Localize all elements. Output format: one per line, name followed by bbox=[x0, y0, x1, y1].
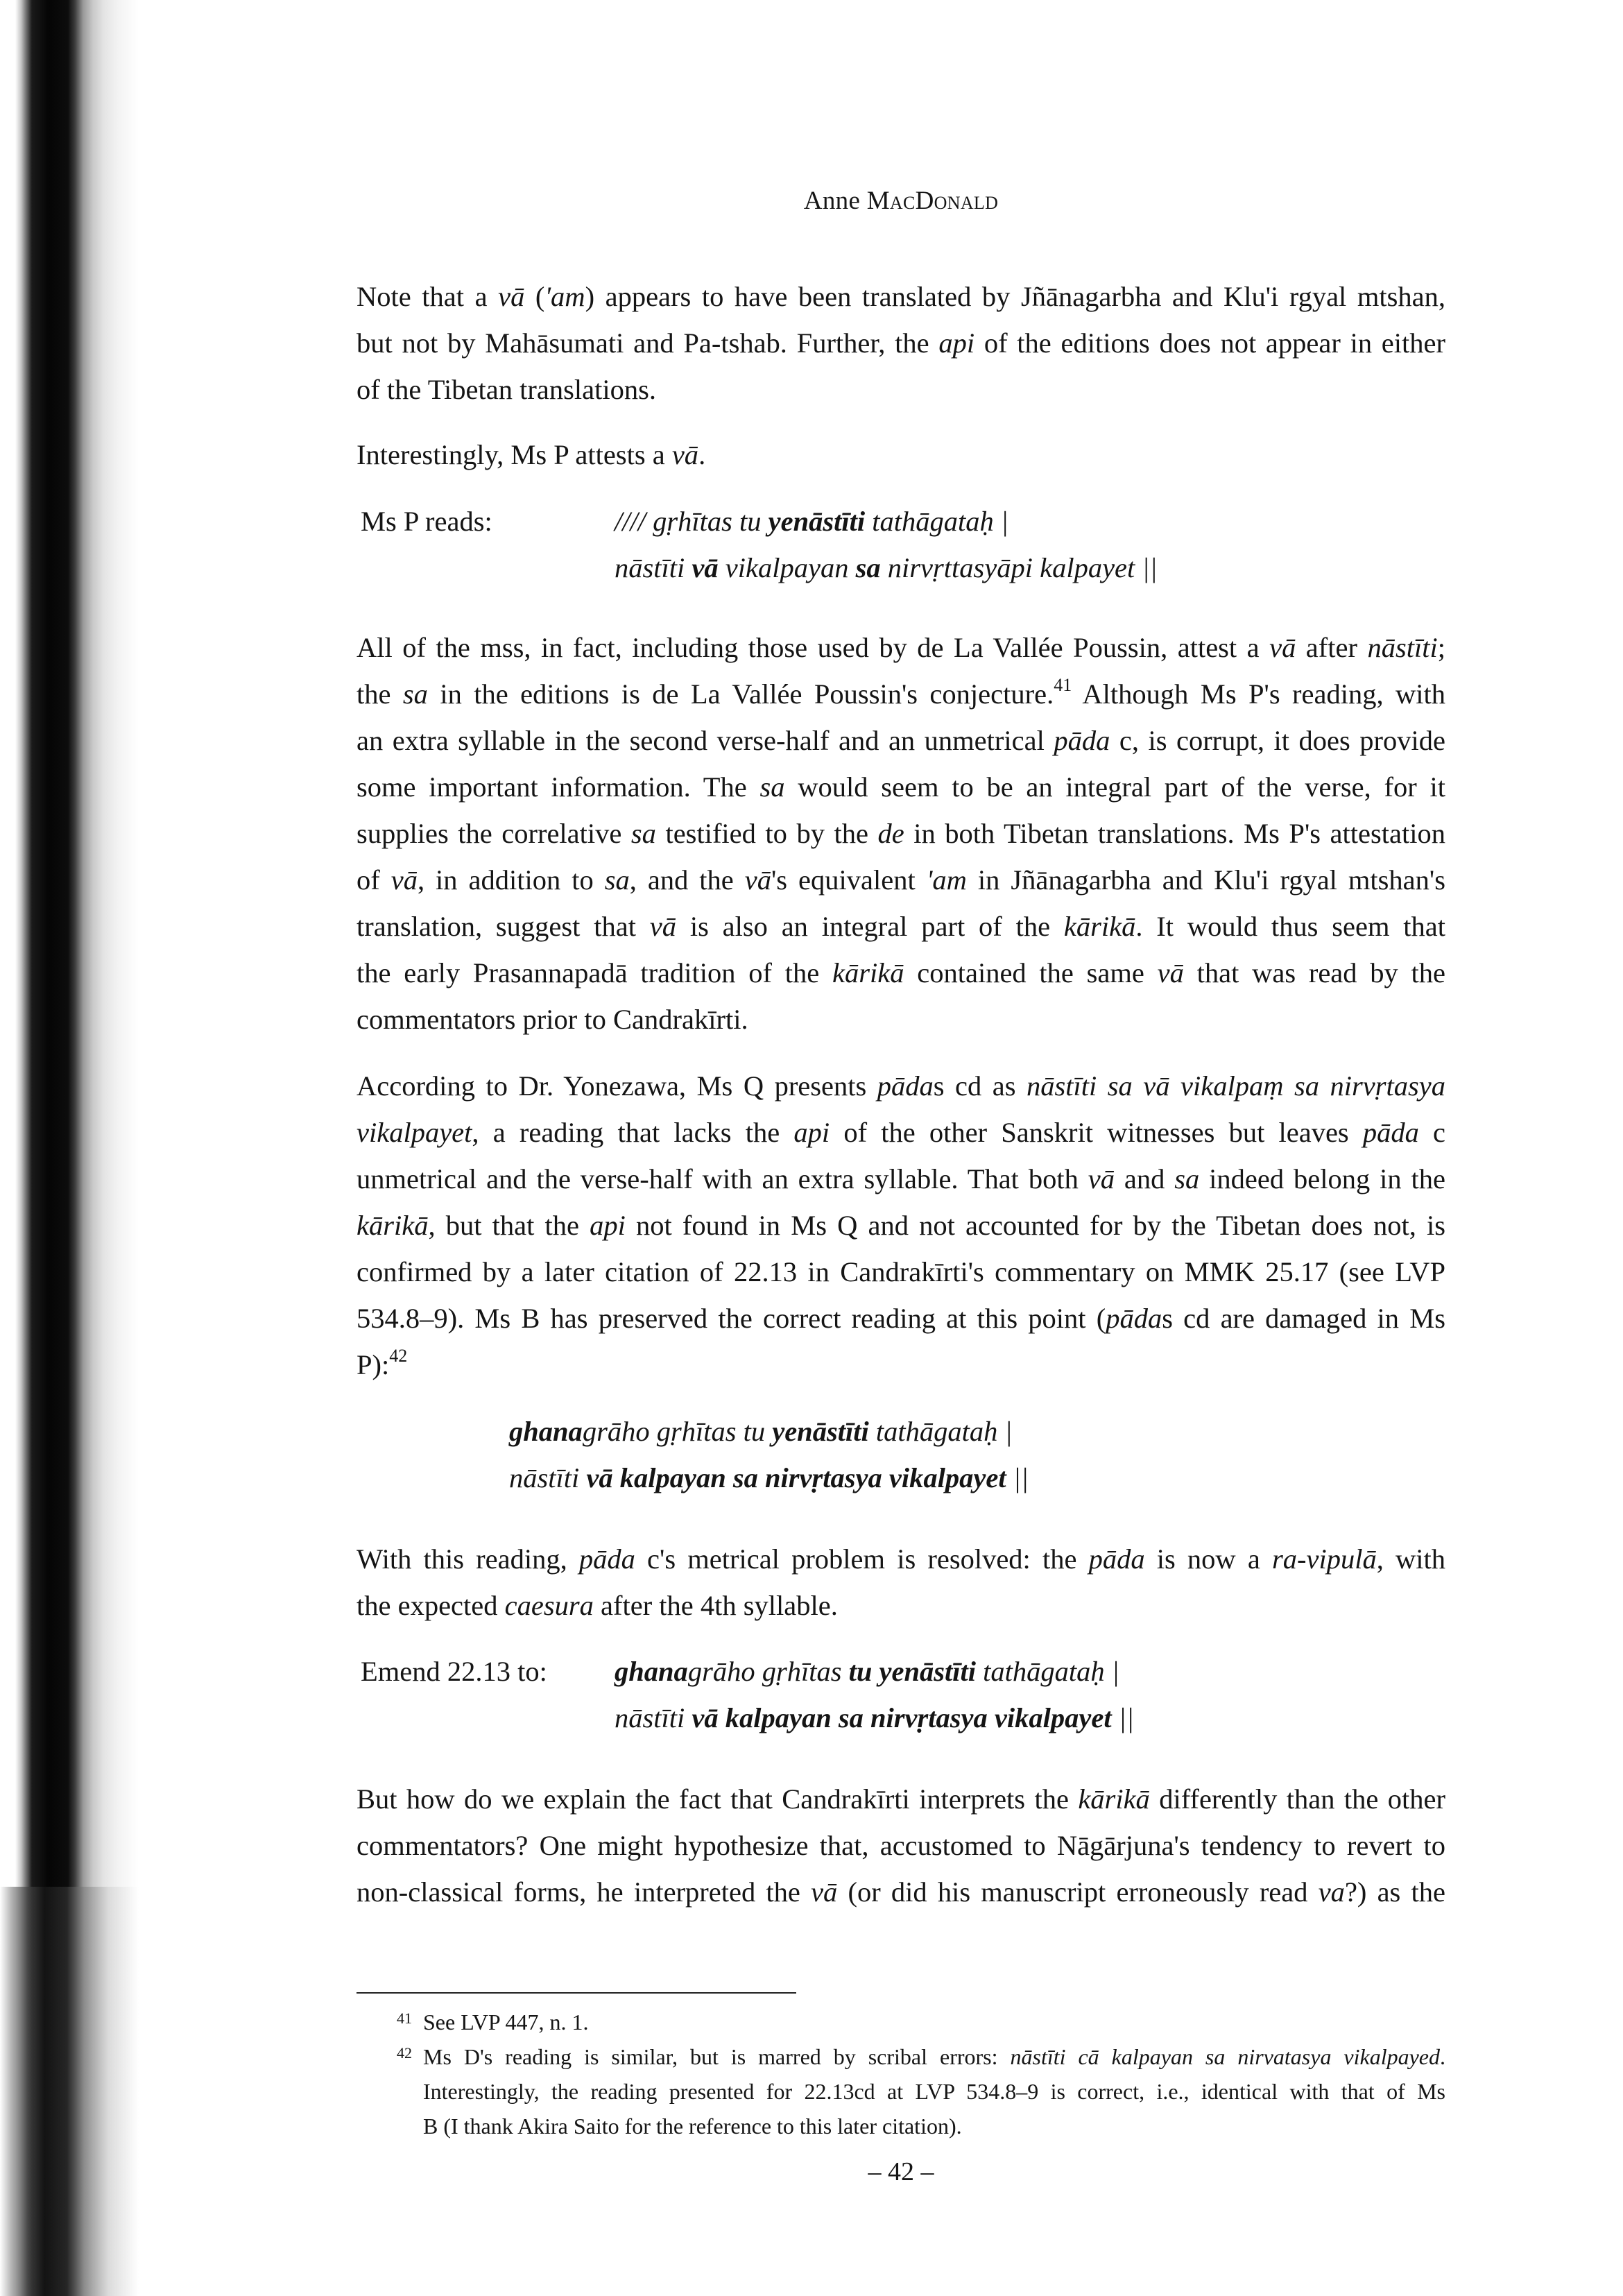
paragraph-4-line: According to Dr. Yonezawa, Ms Q presents pādas cd as nāstīti sa vā vikalpaṃ sa nirvṛtasya bbox=[357, 1070, 1445, 1102]
verse-emend-line-2: nāstīti vā kalpayan sa nirvṛtasya vikalpayet || bbox=[615, 1702, 1134, 1733]
running-header bbox=[357, 178, 1445, 224]
paragraph-1 bbox=[357, 273, 1445, 413]
paragraph-6-line: non-classical forms, he interpreted the vā (or did his manuscript erroneously read va?) as the bbox=[357, 1876, 1445, 1908]
verse-ms-p bbox=[357, 498, 1445, 595]
verse-ms-p-line-2: nāstīti vā vikalpayan sa nirvṛttasyāpi kalpayet || bbox=[615, 552, 1158, 583]
footnote-rule bbox=[357, 1992, 796, 1994]
footnote-line: Ms D's reading is similar, but is marred by scribal errors: nāstīti cā kalpayan sa nirvatasya vikalpayed. bbox=[423, 2044, 1446, 2069]
paragraph-3-line: commentators prior to Candrakīrti. bbox=[357, 1004, 748, 1035]
paragraph-6-line: But how do we explain the fact that Candrakīrti interprets the kārikā differently than the other bbox=[357, 1783, 1445, 1815]
footnote-line: Interestingly, the reading presented for 22.13cd at LVP 534.8–9 is correct, i.e., identical with that of Ms bbox=[423, 2079, 1445, 2104]
paragraph-3-line: the early Prasannapadā tradition of the kārikā contained the same vā that was read by the bbox=[357, 957, 1445, 988]
paragraph-5-line: the expected caesura after the 4th syllable. bbox=[357, 1590, 838, 1621]
verse-ms-p-text bbox=[615, 498, 1158, 591]
paragraph-3-line: the sa in the editions is de La Vallée Poussin's conjecture.$^{41}$ Although Ms P's reading, with bbox=[357, 675, 1445, 710]
verse-emend-label: Emend 22.13 to: bbox=[361, 1656, 547, 1687]
footnote-line: See LVP 447, n. 1. bbox=[423, 2010, 589, 2034]
verse-ms-p-line-1: //// gṛhītas tu yenāstīti tathāgataḥ | bbox=[615, 506, 1009, 537]
verse-ms-b-text bbox=[509, 1408, 1029, 1501]
paragraph-3-line: some important information. The sa would seem to be an integral part of the verse, for it bbox=[357, 771, 1445, 803]
paragraph-3-line: of vā, in addition to sa, and the vā's equivalent 'am in Jñānagarbha and Klu'i rgyal mtshan's bbox=[357, 864, 1445, 896]
paragraph-4-line: confirmed by a later citation of 22.13 in Candrakīrti's commentary on MMK 25.17 (see LVP bbox=[357, 1256, 1445, 1287]
header-author-first: Anne bbox=[803, 187, 861, 215]
paragraph-2 bbox=[357, 431, 1445, 478]
paragraph-3-line: supplies the correlative sa testified to by the de in both Tibetan translations. Ms P's attestation bbox=[357, 818, 1445, 849]
header-author-last: MacDonald bbox=[866, 187, 999, 215]
paragraph-6 bbox=[357, 1776, 1445, 1915]
verse-ms-b-line-1: ghanagrāho gṛhītas tu yenāstīti tathāgataḥ | bbox=[509, 1416, 1013, 1447]
paragraph-3 bbox=[357, 624, 1445, 1043]
paragraph-3-line: All of the mss, in fact, including those used by de La Vallée Poussin, attest a vā after nāstīti; bbox=[357, 632, 1445, 663]
paragraph-2-line: Interestingly, Ms P attests a vā. bbox=[357, 439, 706, 470]
paragraph-3-line: an extra syllable in the second verse-half and an unmetrical pāda c, is corrupt, it does provide bbox=[357, 725, 1446, 756]
footnote-body bbox=[423, 2005, 1445, 2039]
footnote-body bbox=[423, 2039, 1445, 2143]
paragraph-1-line: of the Tibetan translations. bbox=[357, 374, 656, 405]
footnote-line: B (I thank Akira Saito for the reference to this later citation). bbox=[423, 2114, 962, 2139]
scan-binding-shadow-lower bbox=[0, 1887, 139, 2296]
verse-ms-b-line-2: nāstīti vā kalpayan sa nirvṛtasya vikalpayet || bbox=[509, 1462, 1029, 1493]
verse-emend-text bbox=[615, 1648, 1134, 1741]
paragraph-4-line: unmetrical and the verse-half with an extra syllable. That both vā and sa indeed belong in the bbox=[357, 1163, 1445, 1194]
paragraph-4 bbox=[357, 1063, 1445, 1388]
page-number: – 42 – bbox=[868, 2157, 934, 2186]
verse-ms-p-label: Ms P reads: bbox=[361, 506, 492, 537]
paragraph-4-line: 534.8–9). Ms B has preserved the correct reading at this point (pādas cd are damaged in Ms bbox=[357, 1303, 1445, 1334]
verse-emend-line-1: ghanagrāho gṛhītas tu yenāstīti tathāgataḥ | bbox=[615, 1656, 1119, 1687]
paragraph-1-line: Note that a vā ('am) appears to have been translated by Jñānagarbha and Klu'i rgyal mtshan, bbox=[357, 281, 1445, 312]
paragraph-5-line: With this reading, pāda c's metrical problem is resolved: the pāda is now a ra-vipulā, with bbox=[357, 1543, 1445, 1575]
paragraph-1-line: but not by Mahāsumati and Pa-tshab. Further, the api of the editions does not appear in either bbox=[357, 327, 1446, 359]
paragraph-4-line: kārikā, but that the api not found in Ms Q and not accounted for by the Tibetan does not, is bbox=[357, 1210, 1446, 1241]
verse-emend bbox=[357, 1648, 1445, 1745]
paragraph-4-line: vikalpayet, a reading that lacks the api of the other Sanskrit witnesses but leaves pāda c bbox=[357, 1117, 1445, 1148]
verse-ms-b bbox=[357, 1408, 1445, 1505]
paragraph-6-line: commentators? One might hypothesize that, accustomed to Nāgārjuna's tendency to revert to bbox=[357, 1830, 1445, 1861]
paragraph-5 bbox=[357, 1536, 1445, 1629]
paragraph-4-line: P):$^{42}$ bbox=[357, 1346, 408, 1380]
paragraph-3-line: translation, suggest that vā is also an integral part of the kārikā. It would thus seem that bbox=[357, 911, 1445, 942]
